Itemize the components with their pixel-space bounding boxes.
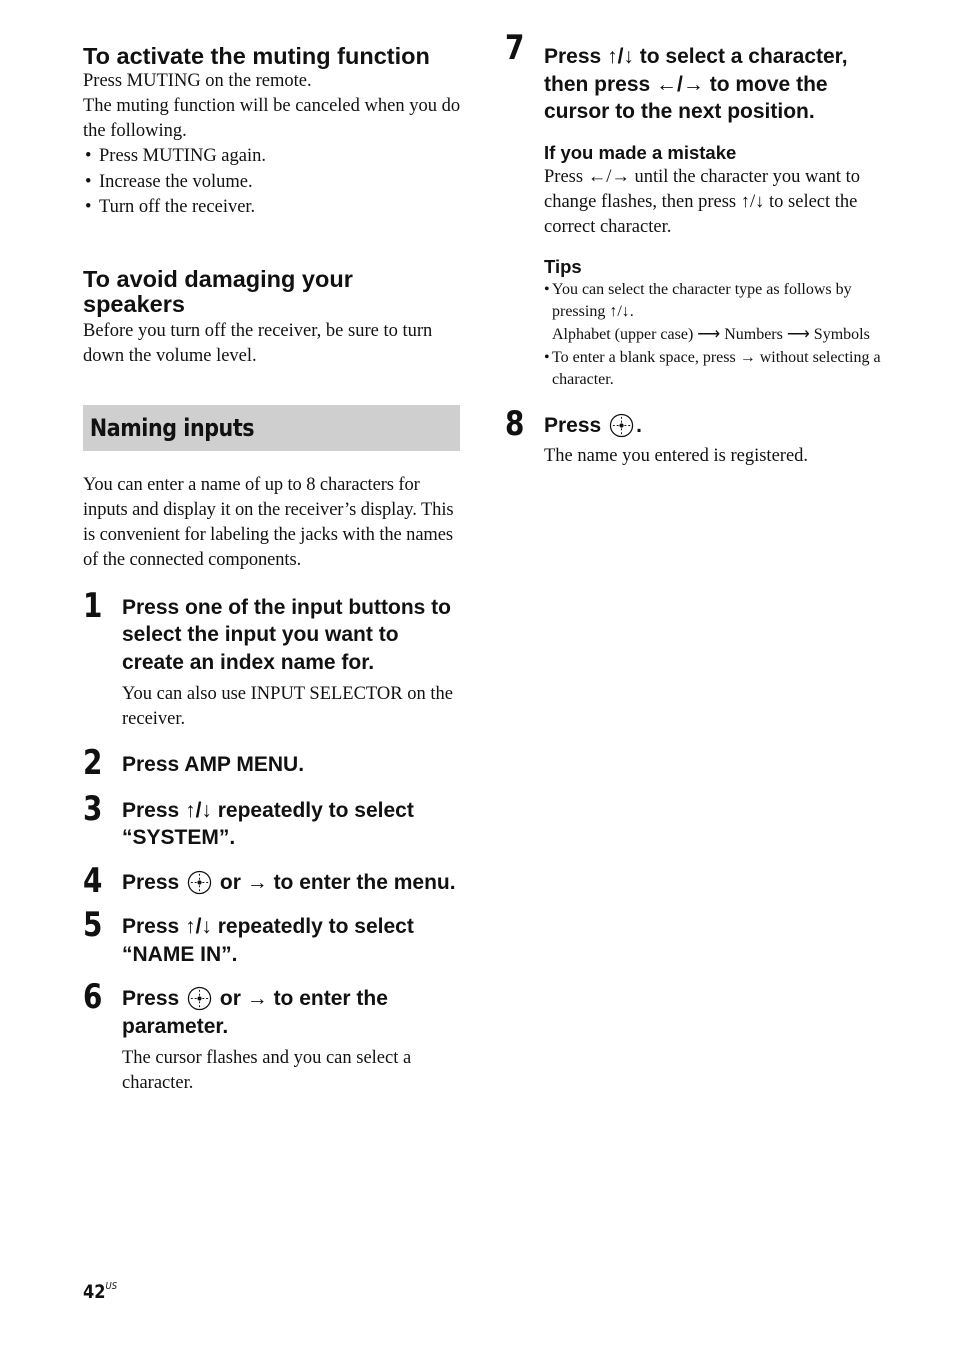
step-2 (83, 743, 461, 783)
up-down-arrow-icon: ↑/↓ (185, 915, 212, 938)
step-title: Press or → to enter the parameter. (122, 987, 388, 1038)
up-down-arrow-icon: ↑/↓ (607, 45, 634, 68)
tips-list (544, 279, 885, 393)
step-4 (83, 860, 461, 901)
step-number: 7 (505, 28, 525, 68)
up-down-arrow-icon: ↑/↓ (740, 191, 765, 212)
list-item: • Press MUTING again. (85, 146, 266, 166)
step-number: 1 (83, 585, 103, 626)
step-number: 8 (505, 404, 525, 445)
list-item: • To enter a blank space, press → without selecting a character. (544, 348, 881, 389)
step-title: Press one of the input buttons to select the input you want to create an index name for. (122, 595, 451, 674)
step-number: 2 (83, 743, 103, 783)
muting-heading: To activate the muting function (83, 43, 430, 69)
up-down-arrow-icon: ↑/↓ (185, 798, 212, 822)
mistake-text: Press ←/→ until the character you want to change flashes, then press ↑/↓ to select the correct character. (544, 166, 860, 237)
step-title: Press AMP MENU. (122, 753, 305, 776)
step-number: 4 (83, 860, 103, 901)
speakers-heading: To avoid damaging your speakers (83, 265, 353, 317)
page-region-suffix: US (105, 1281, 118, 1292)
step-5 (83, 905, 461, 968)
step-body: The name you entered is registered. (544, 445, 809, 466)
step-title: Press ↑/↓ repeatedly to select “NAME IN”. (122, 915, 414, 966)
section-title: Naming inputs (89, 413, 255, 442)
step-number: 6 (83, 977, 103, 1017)
right-arrow-icon: → (739, 348, 756, 366)
left-column (83, 44, 461, 1096)
section-title-bar (83, 405, 460, 451)
step-title: Press . (544, 414, 642, 438)
step-body: You can also use INPUT SELECTOR on the receiver. (122, 684, 453, 729)
step-number: 3 (83, 788, 103, 829)
right-column (505, 28, 885, 469)
step-8 (505, 404, 885, 469)
muting-bullet-list (83, 144, 461, 221)
muting-line-2: The muting function will be canceled when you do the following. (83, 96, 461, 141)
right-arrow-icon: → (246, 870, 268, 894)
up-down-arrow-icon: ↑/↓ (609, 303, 630, 321)
mistake-heading: If you made a mistake (544, 141, 737, 163)
enter-button-icon (187, 986, 212, 1011)
left-right-arrow-icon: ←/→ (656, 72, 704, 96)
naming-intro: You can enter a name of up to 8 characters for inputs and display it on the receiver’s display. This is convenient for labeling the jacks with the names of the connected components. (83, 474, 454, 570)
list-item: • Increase the volume. (85, 171, 253, 192)
character-type-sequence: Alphabet (upper case) ⟶ Numbers ⟶ Symbols (552, 325, 870, 343)
step-3 (83, 788, 461, 852)
list-item: • You can select the character type as follows by pressing ↑/↓. Alphabet (upper case) ⟶ Numbers ⟶ Symbols (544, 280, 870, 343)
step-number: 5 (83, 905, 103, 945)
list-item: • Turn off the receiver. (85, 197, 256, 217)
speakers-text: Before you turn off the receiver, be sure to turn down the volume level. (83, 320, 433, 366)
page-number: $42^{US}$ (83, 1281, 118, 1303)
step-title: Press ↑/↓ repeatedly to select “SYSTEM”. (122, 798, 414, 849)
muting-line-1: Press MUTING on the remote. (83, 71, 312, 91)
step-6 (83, 977, 461, 1096)
enter-button-icon (609, 413, 634, 438)
step-7 (505, 28, 885, 392)
enter-button-icon (187, 870, 212, 895)
step-body: The cursor flashes and you can select a character. (122, 1048, 412, 1093)
tips-heading: Tips (544, 255, 582, 277)
step-1 (83, 585, 461, 733)
step-title: Press ↑/↓ to select a character, then press ←/→ to move the cursor to the next position. (544, 45, 848, 123)
left-right-arrow-icon: ←/→ (587, 166, 630, 187)
step-title: Press or → to enter the menu. (122, 870, 456, 894)
right-arrow-icon: → (246, 987, 268, 1010)
